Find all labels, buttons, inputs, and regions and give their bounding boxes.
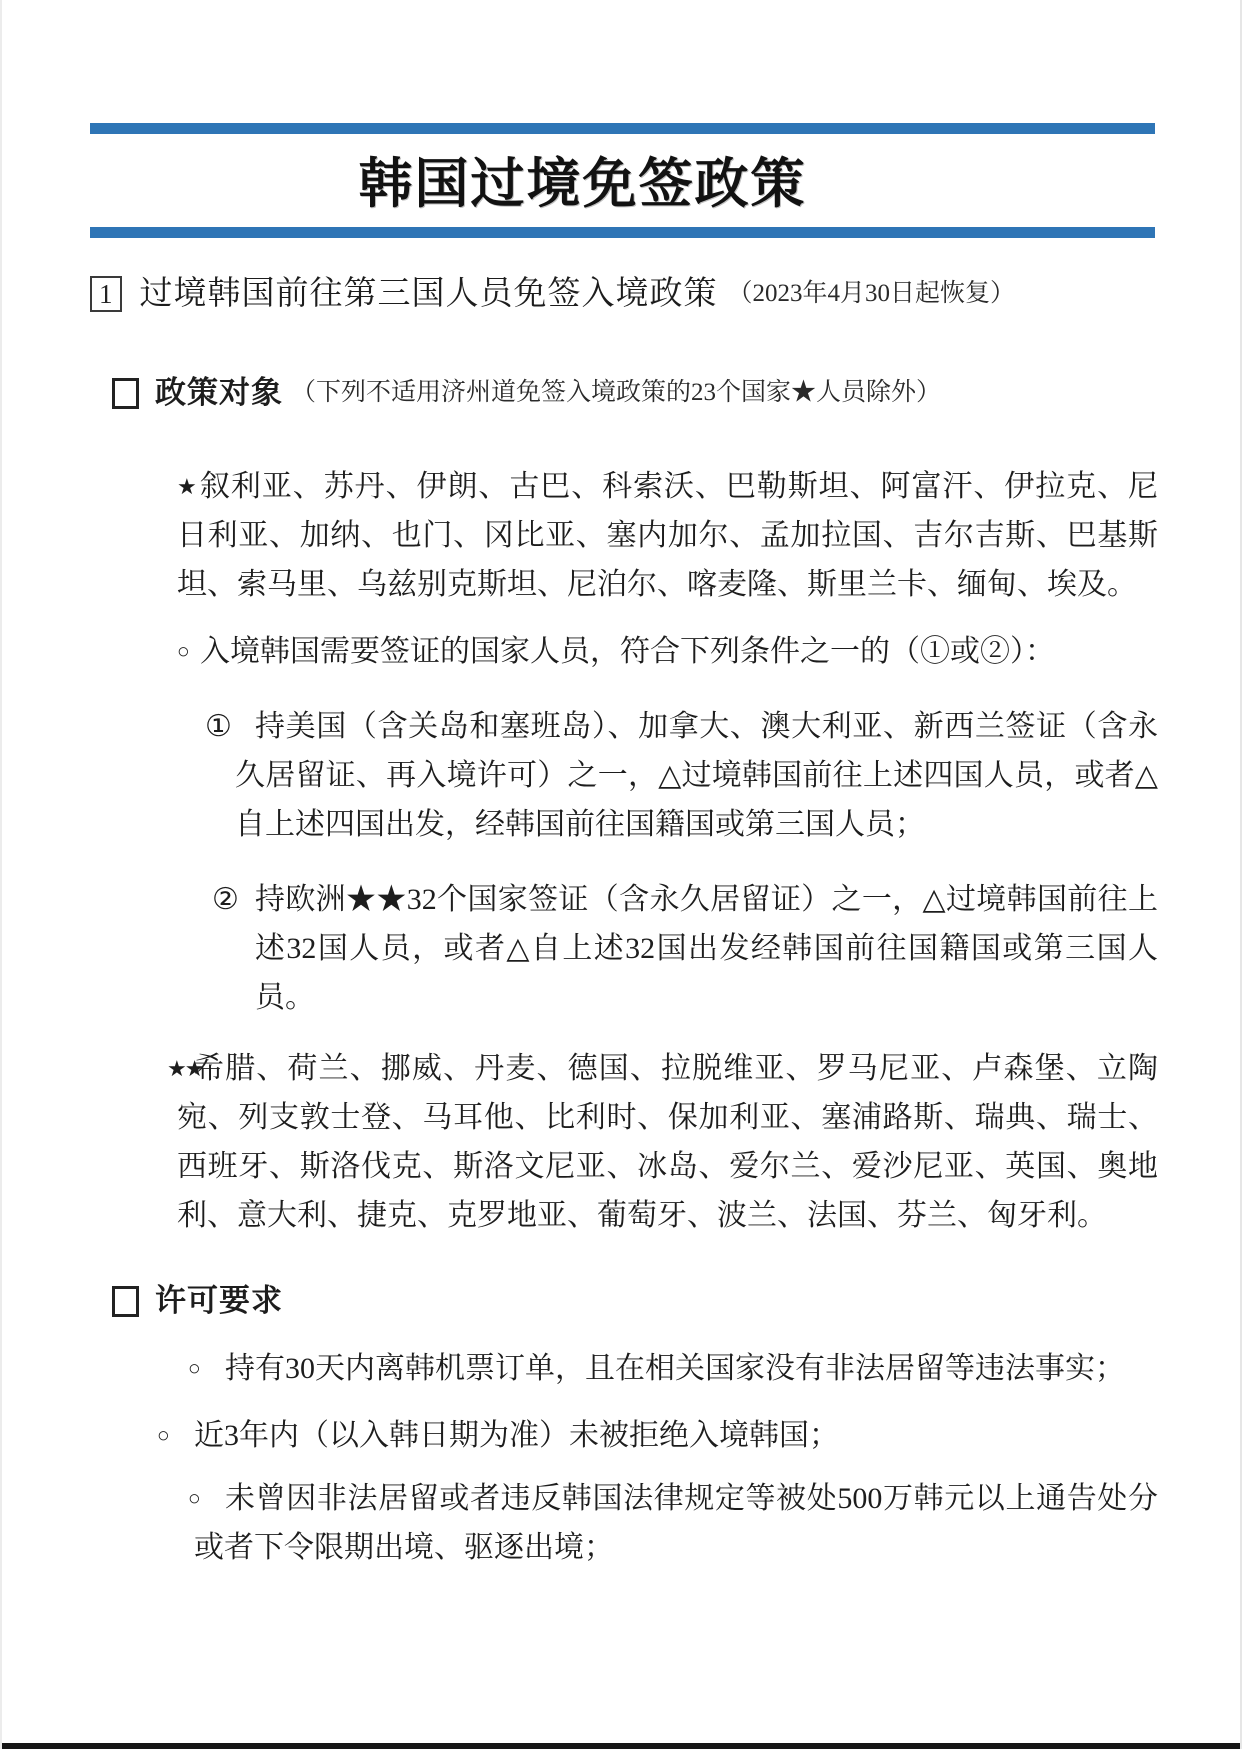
policy-target-label: 政策对象 [155,375,283,410]
permit-label: 许可要求 [155,1283,283,1318]
circle-bullet-icon: ○ [188,1486,201,1510]
title-top-rule [90,123,1155,134]
circle-bullet-icon: ○ [177,639,190,663]
european-countries-para [167,1044,1158,1240]
permit-item-text: 未曾因非法居留或者违反韩国法律规定等被处500万韩元以上通告处分或者下令限期出境、驱逐出境； [194,1482,1158,1564]
scan-bottom-edge [2,1743,1240,1749]
permit-item-text: 近3年内（以入韩日期为准）未被拒绝入境韩国； [194,1419,839,1452]
circle-bullet-icon: ○ [157,1423,170,1447]
european-countries-text: 希腊、荷兰、挪威、丹麦、德国、拉脱维亚、罗马尼亚、卢森堡、立陶宛、列支敦士登、马耳他、比利时、保加利亚、塞浦路斯、瑞典、瑞士、西班牙、斯洛伐克、斯洛文尼亚、冰岛、爱尔兰、爱沙尼亚、英国、奥地利、意大利、捷克、克罗地亚、葡萄牙、波兰、法国、芬兰、匈牙利。 [177,1052,1158,1232]
permit-heading [112,1280,1158,1322]
double-star-bullet-icon: ★★ [167,1056,203,1081]
excluded-countries-para [177,462,1158,609]
section-1-heading [90,274,1158,314]
policy-target-heading [112,372,1158,414]
circle-bullet-icon: ○ [188,1356,201,1380]
visa-required-para [177,627,1158,676]
condition-1-text: 持美国（含关岛和塞班岛）、加拿大、澳大利亚、新西兰签证（含永久居留证、再入境许可）之一，△过境韩国前往上述四国人员，或者△自上述四国出发，经韩国前往国籍国或第三国人员； [235,710,1158,841]
section-number-box: 1 [90,276,122,312]
circled-1-marker: ① [205,710,232,743]
permit-item [157,1411,1158,1460]
section-heading-text: 过境韩国前往第三国人员免签入境政策 [139,276,718,312]
star-bullet-icon: ★ [177,474,197,499]
condition-1-para [205,702,1158,849]
permit-item [188,1344,1158,1393]
title-bottom-rule [90,227,1155,238]
circled-2-marker: ② [212,883,239,916]
condition-2-text: 持欧洲★★32个国家签证（含永久居留证）之一，△过境韩国前往上述32国人员，或者△自上述32国出发经韩国前往国籍国或第三国人员。 [255,883,1158,1014]
permit-item [188,1474,1158,1572]
permit-item-text: 持有30天内离韩机票订单，且在相关国家没有非法居留等违法事实； [225,1352,1125,1385]
condition-2-para [212,875,1158,1022]
page-title: 韩国过境免签政策 [358,154,807,214]
policy-target-note: （下列不适用济州道免签入境政策的23个国家★人员除外） [291,379,942,406]
square-bullet-icon [112,378,139,409]
excluded-countries-text: 叙利亚、苏丹、伊朗、古巴、科索沃、巴勒斯坦、阿富汗、伊拉克、尼日利亚、加纳、也门、冈比亚、塞内加尔、孟加拉国、吉尔吉斯、巴基斯坦、索马里、乌兹别克斯坦、尼泊尔、喀麦隆、斯里兰卡、缅甸、埃及。 [177,470,1158,601]
section-heading-note: （2023年4月30日起恢复） [727,280,1016,307]
visa-required-text: 入境韩国需要签证的国家人员，符合下列条件之一的（①或②）： [200,635,1055,668]
square-bullet-icon [112,1286,139,1317]
